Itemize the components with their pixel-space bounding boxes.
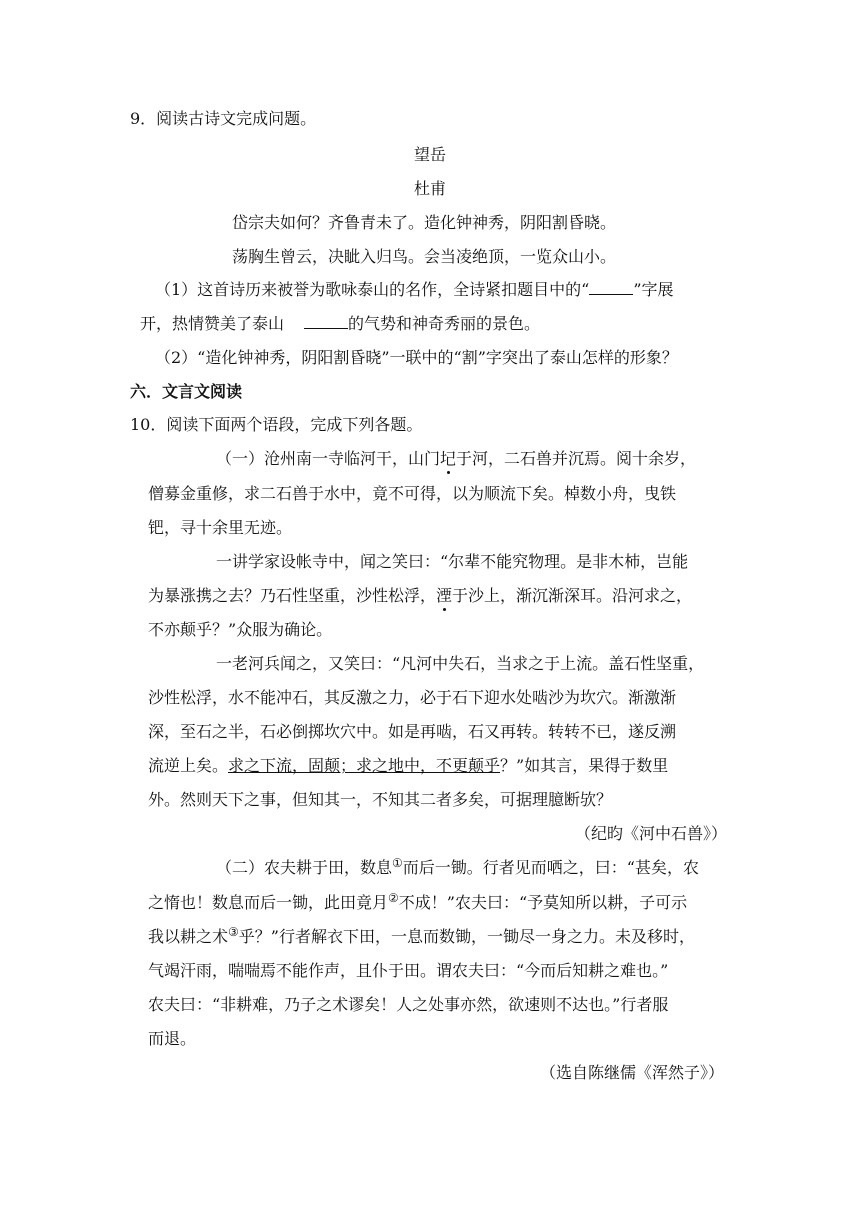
passage2-line bbox=[148, 890, 687, 913]
passage1-line bbox=[148, 753, 668, 776]
footnote-marker: ③ bbox=[228, 925, 239, 939]
poem-line-1: 岱宗夫如何？齐鲁青未了。造化钟神秀，阴阳割昏晓。 bbox=[232, 213, 617, 232]
passage1-line: 钯，寻十余里无迹。 bbox=[148, 518, 293, 537]
poem-author: 杜甫 bbox=[413, 179, 446, 198]
text-span: （一）沧州南一寺临河干，山门 bbox=[216, 449, 441, 468]
text-span: 乎？”行者解衣下田，一息而数锄，一锄尽一身之力。未及移时， bbox=[238, 927, 695, 946]
answer-blank-2[interactable] bbox=[304, 314, 348, 329]
footnote-marker: ② bbox=[388, 891, 399, 905]
text-span: （二）农夫耕于田，数息 bbox=[216, 858, 393, 877]
text-span: 之惰也！数息而后一锄，此田竟月 bbox=[148, 893, 389, 912]
passage1-line: 深，至石之半，石必倒掷坎穴中。如是再啮，石又再转。转转不已，遂反溯 bbox=[148, 722, 677, 741]
passage1-line bbox=[216, 446, 696, 469]
passage2-line: 而退。 bbox=[148, 1029, 197, 1048]
passage2-line: 气竭汗雨，喘喘焉不能作声，且仆于田。谓农夫曰：“今而后知耕之难也。” bbox=[148, 961, 669, 980]
poem-line-2: 荡胸生曾云，决眦入归鸟。会当凌绝顶，一览众山小。 bbox=[232, 247, 617, 266]
underlined-sentence: 求之下流，固颠；求之地中，不更颠乎 bbox=[228, 756, 501, 775]
passage2-line bbox=[148, 924, 695, 947]
passage2-line: 农夫曰：“非耕难，乃子之术谬矣！人之处事亦然，欲速则不达也。”行者服 bbox=[148, 995, 669, 1014]
sub-question-1-text-a: （1）这首诗历来被誉为歌咏泰山的名作，全诗紧扣题目中的“ bbox=[155, 280, 590, 299]
sub-question-1-text-c: 开，热情赞美了泰山 bbox=[140, 314, 285, 333]
text-span: ？”如其言，果得于数里 bbox=[500, 756, 669, 775]
passage1-line: 不亦颠乎？”众服为确论。 bbox=[148, 620, 333, 639]
text-span: 流逆上矣。 bbox=[148, 756, 229, 775]
text-span: 不成！”农夫曰：“予莫知所以耕，子可示 bbox=[398, 893, 688, 912]
text-span: 而后一锄。行者见而哂之，曰：“甚矣，农 bbox=[402, 858, 699, 877]
sub-question-2: （2）“造化钟神秀，阴阳割昏晓”一联中的“割”字突出了泰山怎样的形象？ bbox=[155, 348, 678, 367]
passage1-line: 一讲学家设帐寺中，闻之笑曰：“尔辈不能究物理。是非木杮，岂能 bbox=[216, 552, 689, 571]
passage2-line bbox=[216, 855, 699, 878]
text-span: 于河，二石兽并沉焉。阅十余岁， bbox=[456, 449, 697, 468]
sub-question-1-continued bbox=[140, 311, 540, 334]
sub-question-1-text-d: 的气势和神奇秀丽的景色。 bbox=[348, 314, 541, 333]
passage1-line: 僧募金重修，求二石兽于水中，竟不可得，以为顺流下矣。棹数小舟，曳铁 bbox=[148, 484, 677, 503]
passage1-line: 外。然则天下之事，但知其一，不知其二者多矣，可据理臆断欤？ bbox=[148, 790, 613, 809]
question-10-stem: 10．阅读下面两个语段，完成下列各题。 bbox=[130, 415, 423, 434]
question-9-stem: 9．阅读古诗文完成问题。 bbox=[130, 109, 317, 128]
text-span: 我以耕之术 bbox=[148, 927, 229, 946]
text-span: 为暴涨携之去？乃石性坚重，沙性松浮， bbox=[148, 586, 437, 605]
passage1-line: 沙性松浮，水不能冲石，其反激之力，必于石下迎水处啮沙为坎穴。渐激渐 bbox=[148, 688, 677, 707]
footnote-marker: ① bbox=[392, 856, 403, 870]
text-span: 于沙上，渐沉渐深耳。沿河求之， bbox=[452, 586, 693, 605]
dotted-char: 圮 bbox=[440, 449, 457, 468]
section-6-title: 六．文言文阅读 bbox=[130, 382, 243, 401]
source-citation-1: （纪昀《河中石兽》） bbox=[575, 824, 728, 843]
dotted-char: 湮 bbox=[436, 586, 453, 605]
poem-title: 望岳 bbox=[413, 145, 446, 164]
sub-question-1-text-b: ”字展 bbox=[633, 280, 674, 299]
source-citation-2: （选自陈继儒《浑然子》） bbox=[540, 1063, 725, 1082]
passage1-line bbox=[148, 583, 692, 606]
sub-question-1 bbox=[155, 277, 674, 300]
passage1-line: 一老河兵闻之，又笑曰：“凡河中失石，当求之于上流。盖石性坚重， bbox=[216, 654, 705, 673]
answer-blank-1[interactable] bbox=[589, 280, 633, 295]
